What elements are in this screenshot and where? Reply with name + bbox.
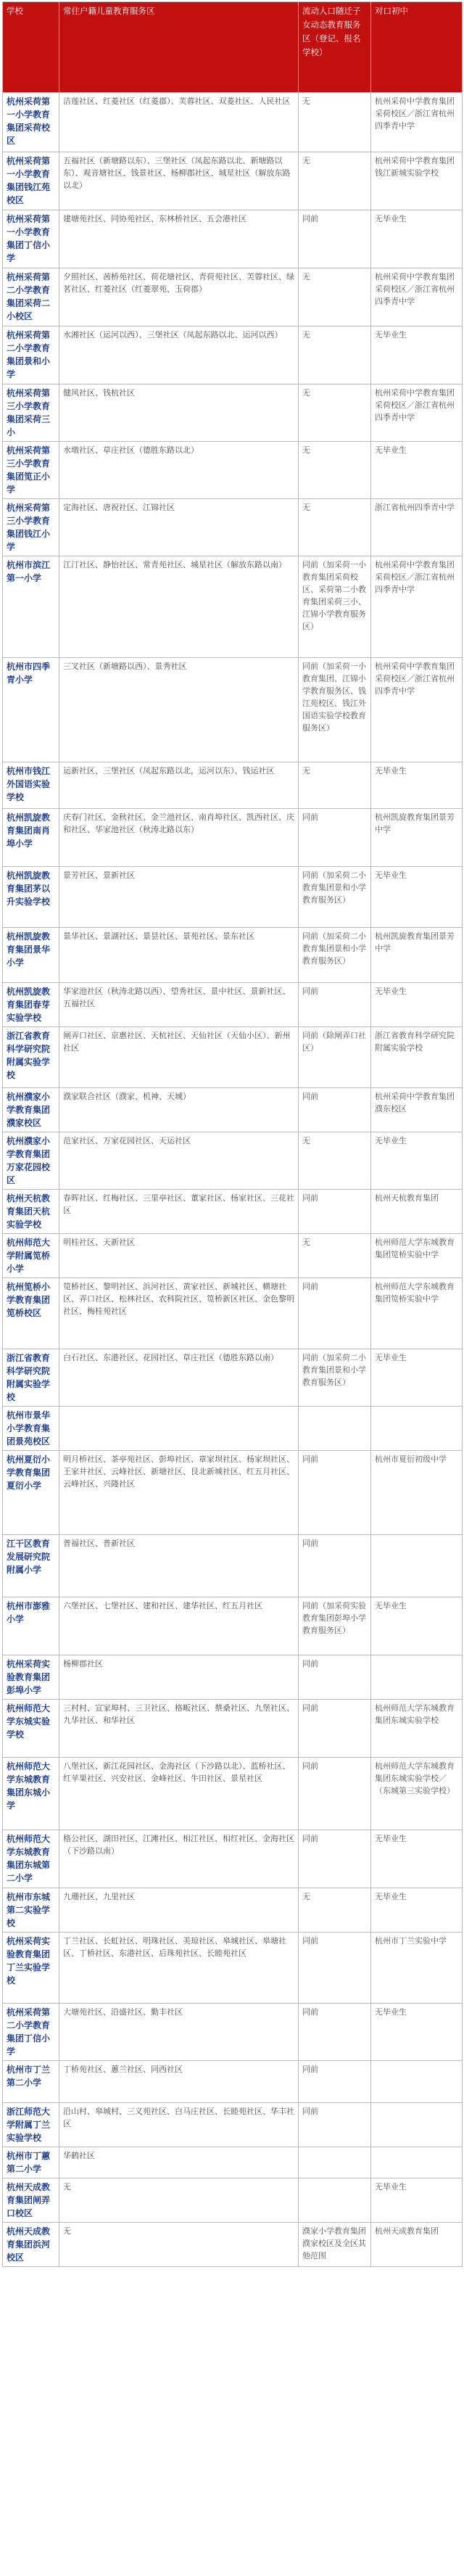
table-row — [3, 1655, 463, 1700]
middle-school-cell: 无毕业生 — [371, 762, 463, 809]
header-middle-school: 对口初中 — [371, 2, 463, 93]
middle-school-cell: 杭州天成教育集团 — [371, 2223, 463, 2267]
school-name-cell: 杭州采荷第二小学教育集团采荷二小校区 — [3, 268, 59, 326]
middle-school-cell: 无毕业生 — [371, 1349, 463, 1407]
service-area-cell: 水墩社区、草庄社区（德胜东路以北） — [59, 442, 299, 499]
table-row — [3, 867, 463, 928]
school-name-cell: 杭州濮家小学教育集团濮家校区 — [3, 1088, 59, 1132]
table-row — [3, 762, 463, 809]
middle-school-cell: 浙江省杭州四季青中学 — [371, 499, 463, 556]
migrant-area-cell: 同前 — [299, 1700, 371, 1758]
migrant-area-cell: 同前 — [299, 1830, 371, 1888]
school-name-cell: 浙江省教育科学研究院附属实验学校 — [3, 1349, 59, 1407]
school-name-cell: 杭州采荷第一小学教育集团丁信小学 — [3, 210, 59, 268]
migrant-area-cell: 同前（加采荷实验教育集团彭埠小学教育服务区） — [299, 1597, 371, 1655]
school-name-cell: 杭州采荷第一小学教育集团钱江苑校区 — [3, 152, 59, 210]
service-area-cell: 丁兰社区、长虹社区、明珠社区、美琼社区、皋城社区、皋塘社区、丁桥社区、东港社区、后珠苑社区、长睦苑社区 — [59, 1933, 299, 2004]
table-row — [3, 93, 463, 152]
table-body — [3, 93, 463, 2267]
service-area-cell: 白石社区、东港社区、花园社区、草庄社区（德胜东路以南） — [59, 1349, 299, 1407]
school-name-cell: 杭州凯旋教育集团春芽实验学校 — [3, 983, 59, 1027]
service-area-cell: 景华社区、景湖社区、景昙社区、景苑社区、景东社区 — [59, 928, 299, 983]
table-row — [3, 809, 463, 867]
table-row — [3, 1278, 463, 1349]
middle-school-cell: 无毕业生 — [371, 442, 463, 499]
migrant-area-cell: 同前（加采荷二小教育集团景和小学教育服务区） — [299, 1349, 371, 1407]
migrant-area-cell: 同前 — [299, 1278, 371, 1349]
migrant-area-cell: 无 — [299, 442, 371, 499]
migrant-area-cell: 同前（加采荷二小教育集团景和小学教育服务区） — [299, 928, 371, 983]
middle-school-cell: 浙江省教育科学研究院附属实验学校 — [371, 1027, 463, 1088]
middle-school-cell: 无毕业生 — [371, 867, 463, 928]
service-area-cell: 闸弄口社区、京惠社区、天杭社区、天仙社区（天仙小区）、新州社区 — [59, 1027, 299, 1088]
service-area-cell: 健风社区、钱杭社区 — [59, 384, 299, 442]
table-header — [3, 2, 463, 93]
migrant-area-cell: 同前 — [299, 1451, 371, 1535]
table-row — [3, 1234, 463, 1278]
middle-school-cell: 无毕业生 — [371, 326, 463, 384]
table-row — [3, 1190, 463, 1234]
table-row — [3, 1535, 463, 1597]
migrant-area-cell: 同前 — [299, 210, 371, 268]
table-row — [3, 1407, 463, 1451]
school-name-cell: 浙江师范大学附属丁兰实验学校 — [3, 2103, 59, 2147]
middle-school-cell: 杭州采荷中学教育集团采荷校区／浙江省杭州四季青中学 — [371, 384, 463, 442]
school-name-cell: 杭州采荷第一小学教育集团采荷校区 — [3, 93, 59, 152]
school-name-cell: 杭州采荷第三小学教育集团钱江小学 — [3, 499, 59, 556]
middle-school-cell — [371, 1407, 463, 1451]
migrant-area-cell — [299, 2178, 371, 2223]
service-area-cell: 水湘社区（运河以西）、三堡社区（凤起东路以北、运河以西） — [59, 326, 299, 384]
middle-school-cell: 杭州凯旋教育集团景芳中学 — [371, 928, 463, 983]
migrant-area-cell: 无 — [299, 93, 371, 152]
school-name-cell: 杭州市丁兰第二小学 — [3, 2061, 59, 2103]
service-area-cell: 杨柳郡社区 — [59, 1655, 299, 1700]
table-row — [3, 1088, 463, 1132]
middle-school-cell: 杭州师范大学东城教育集团东城实验学校 — [371, 1700, 463, 1758]
migrant-area-cell: 同前（除闸弄口社区） — [299, 1027, 371, 1088]
school-name-cell: 杭州采荷第三小学教育集团笕正小学 — [3, 442, 59, 499]
service-area-cell: 洁莲社区、红菱社区（红菱郡）、芙蓉社区、双菱社区、人民社区 — [59, 93, 299, 152]
school-name-cell: 浙江省教育科学研究院附属实验学校 — [3, 1027, 59, 1088]
service-area-cell: 景芳社区、景新社区 — [59, 867, 299, 928]
middle-school-cell: 杭州师范大学东城教育集团笕桥实验中学 — [371, 1278, 463, 1349]
service-area-cell: 范家社区、万家花园社区、天运社区 — [59, 1132, 299, 1190]
table-row — [3, 928, 463, 983]
middle-school-cell: 无毕业生 — [371, 1888, 463, 1933]
school-name-cell: 杭州天成教育集团闸弄口校区 — [3, 2178, 59, 2223]
service-area-cell: 无 — [59, 2178, 299, 2223]
migrant-area-cell: 濮家小学教育集团濮家校区及全区其他范围 — [299, 2223, 371, 2267]
school-district-table — [2, 1, 463, 2267]
school-name-cell: 杭州凯旋教育集团茅以升实验学校 — [3, 867, 59, 928]
service-area-cell: 运新社区、三堡社区（凤起东路以北，运河以东）、钱运社区 — [59, 762, 299, 809]
school-name-cell: 杭州市滨江第一小学 — [3, 556, 59, 658]
service-area-cell: 三叉社区（新塘路以西）、景秀社区 — [59, 658, 299, 762]
middle-school-cell: 无毕业生 — [371, 983, 463, 1027]
table-row — [3, 1597, 463, 1655]
migrant-area-cell: 同前 — [299, 1535, 371, 1597]
migrant-area-cell: 同前 — [299, 1190, 371, 1234]
school-name-cell: 杭州采荷实验教育集团丁兰实验学校 — [3, 1933, 59, 2004]
service-area-cell: 无 — [59, 2223, 299, 2267]
service-area-cell: 五福社区（新塘路以东）、三堡社区（凤起东路以北、新塘路以东）、观音塘社区、钱景社区、杨柳郡社区、城星社区（解放东路以北） — [59, 152, 299, 210]
middle-school-cell: 无毕业生 — [371, 1830, 463, 1888]
migrant-area-cell: 无 — [299, 1132, 371, 1190]
table-row — [3, 1027, 463, 1088]
middle-school-cell: 杭州天杭教育集团 — [371, 1190, 463, 1234]
middle-school-cell — [371, 2103, 463, 2147]
service-area-cell: 庆春门社区、金秋社区、金兰池社区、南肖埠社区、凯西社区、庆和社区、华家池社区（秋涛北路以东） — [59, 809, 299, 867]
school-name-cell: 杭州天杭教育集团天杭实验学校 — [3, 1190, 59, 1234]
table-row — [3, 2004, 463, 2061]
table-row — [3, 1933, 463, 2004]
migrant-area-cell: 同前 — [299, 2061, 371, 2103]
school-name-cell: 杭州采荷第二小学教育集团丁信小学 — [3, 2004, 59, 2061]
table-row — [3, 326, 463, 384]
migrant-area-cell: 同前 — [299, 1655, 371, 1700]
migrant-area-cell: 无 — [299, 326, 371, 384]
school-name-cell: 杭州市钱江外国语实验学校 — [3, 762, 59, 809]
migrant-area-cell: 无 — [299, 1234, 371, 1278]
middle-school-cell: 杭州师范大学东城教育集团东城实验学校／（东城第三实验学校） — [371, 1758, 463, 1830]
service-area-cell: 濮家联合社区（濮家、机神、天城） — [59, 1088, 299, 1132]
migrant-area-cell: 同前 — [299, 1088, 371, 1132]
middle-school-cell: 杭州采荷中学教育集团钱江新城实验学校 — [371, 152, 463, 210]
middle-school-cell — [371, 1655, 463, 1700]
table-row — [3, 499, 463, 556]
table-row — [3, 1132, 463, 1190]
middle-school-cell: 杭州师范大学东城教育集团笕桥实验中学 — [371, 1234, 463, 1278]
table-row — [3, 152, 463, 210]
school-name-cell: 杭州市景华小学教育集团景苑校区 — [3, 1407, 59, 1451]
service-area-cell: 大塘苑社区、沿盛社区、勤丰社区 — [59, 2004, 299, 2061]
header-migrant-area: 流动人口随迁子女动态教育服务区（登记、报名学校） — [299, 2, 371, 93]
service-area-cell: 华鹤社区 — [59, 2147, 299, 2178]
migrant-area-cell: 同前 — [299, 1933, 371, 2004]
migrant-area-cell: 同前 — [299, 2004, 371, 2061]
document-page — [2, 1, 462, 2267]
service-area-cell: 笕桥社区、黎明社区、浜河社区、黄家社区、新城社区、横塘社区、弄口社区、松林社区、农科院社区、笕桥新区社区、金色黎明社区、梅桂苑社区 — [59, 1278, 299, 1349]
middle-school-cell: 无毕业生 — [371, 210, 463, 268]
migrant-area-cell: 无 — [299, 152, 371, 210]
service-area-cell: 夕照社区、茜桥苑社区、荷花塘社区、青荷苑社区、芙蓉社区、绿茗社区、红菱社区（红菱翠苑、玉荷郡） — [59, 268, 299, 326]
service-area-cell: 建塘苑社区、同协苑社区、东林桥社区、五会港社区 — [59, 210, 299, 268]
middle-school-cell: 无毕业生 — [371, 1597, 463, 1655]
service-area-cell: 明桂社区、天新社区 — [59, 1234, 299, 1278]
migrant-area-cell: 同前 — [299, 2103, 371, 2147]
school-name-cell: 杭州采荷实验教育集团彭埠小学 — [3, 1655, 59, 1700]
service-area-cell: 九珊社区、九里社区 — [59, 1888, 299, 1933]
school-name-cell: 杭州凯旋教育集团南肖埠小学 — [3, 809, 59, 867]
middle-school-cell: 杭州采荷中学教育集团采荷校区／浙江省杭州四季青中学 — [371, 268, 463, 326]
service-area-cell: 春晖社区、红梅社区、三里亭社区、董家社区、杨家社区、三花社区 — [59, 1190, 299, 1234]
table-row — [3, 210, 463, 268]
school-name-cell: 杭州濮家小学教育集团万家花园校区 — [3, 1132, 59, 1190]
middle-school-cell: 杭州凯旋教育集团景芳中学 — [371, 809, 463, 867]
service-area-cell: 格公社区、湖田社区、江滩社区、相江社区、相红社区、金海社区（下沙路以南） — [59, 1830, 299, 1888]
middle-school-cell: 杭州采荷中学教育集团采荷校区／浙江省杭州四季青中学 — [371, 556, 463, 658]
middle-school-cell — [371, 2147, 463, 2178]
school-name-cell: 杭州师范大学附属笕桥小学 — [3, 1234, 59, 1278]
school-name-cell: 杭州师范大学东城实验学校 — [3, 1700, 59, 1758]
middle-school-cell: 杭州市丁兰实验中学 — [371, 1933, 463, 2004]
middle-school-cell — [371, 2061, 463, 2103]
middle-school-cell — [371, 1535, 463, 1597]
migrant-area-cell: 无 — [299, 499, 371, 556]
service-area-cell: 八堡社区、新江花园社区、金海社区（下沙路以北）、蓝桥社区、红苹果社区、兴安社区、金峰社区、牛田社区、景星社区 — [59, 1758, 299, 1830]
school-name-cell: 杭州夏衍小学教育集团夏衍小学 — [3, 1451, 59, 1535]
service-area-cell: 沿山村、皋城村、三义苑社区、白马庄社区、长睦苑社区、华丰社区 — [59, 2103, 299, 2147]
service-area-cell: 六堡社区、七堡社区、建和社区、建华社区、红五月社区 — [59, 1597, 299, 1655]
service-area-cell: 华家池社区（秋涛北路以西）、望秀社区、景中社区、景新社区、五福社区 — [59, 983, 299, 1027]
service-area-cell: 定海社区、唐祝社区、江锦社区 — [59, 499, 299, 556]
service-area-cell: 丁桥苑社区、蕙兰社区、同西社区 — [59, 2061, 299, 2103]
school-name-cell: 杭州市丁蕙第二小学 — [3, 2147, 59, 2178]
table-row — [3, 268, 463, 326]
school-name-cell: 杭州采荷第三小学教育集团采荷三小 — [3, 384, 59, 442]
school-name-cell: 杭州师范大学东城教育集团东城小学 — [3, 1758, 59, 1830]
school-name-cell: 杭州凯旋教育集团景华小学 — [3, 928, 59, 983]
table-row — [3, 2061, 463, 2103]
table-row — [3, 442, 463, 499]
table-row — [3, 2103, 463, 2147]
middle-school-cell: 无毕业生 — [371, 2004, 463, 2061]
table-row — [3, 1700, 463, 1758]
table-row — [3, 1758, 463, 1830]
middle-school-cell: 杭州市夏衍初级中学 — [371, 1451, 463, 1535]
table-row — [3, 1830, 463, 1888]
school-name-cell: 杭州市澎雅小学 — [3, 1597, 59, 1655]
table-row — [3, 1888, 463, 1933]
school-name-cell: 江干区教育发展研究院附属小学 — [3, 1535, 59, 1597]
migrant-area-cell — [299, 1407, 371, 1451]
school-name-cell: 杭州市四季青小学 — [3, 658, 59, 762]
migrant-area-cell: 同前 — [299, 1758, 371, 1830]
middle-school-cell: 无毕业生 — [371, 2178, 463, 2223]
migrant-area-cell: 同前（加采荷一小教育集团采荷校区、采荷第二小教育集团采荷三小、江锦小学教育服务区） — [299, 556, 371, 658]
table-row — [3, 1349, 463, 1407]
table-row — [3, 556, 463, 658]
school-name-cell: 杭州师范大学东城教育集团东城第二小学 — [3, 1830, 59, 1888]
table-row — [3, 1451, 463, 1535]
migrant-area-cell — [299, 2147, 371, 2178]
table-row — [3, 2223, 463, 2267]
header-row — [3, 2, 463, 93]
header-school: 学校 — [3, 2, 59, 93]
middle-school-cell: 杭州采荷中学教育集团濮东校区 — [371, 1088, 463, 1132]
migrant-area-cell: 无 — [299, 268, 371, 326]
service-area-cell — [59, 1407, 299, 1451]
service-area-cell: 江汀社区、静怡社区、常青苑社区、城星社区（解放东路以南） — [59, 556, 299, 658]
migrant-area-cell: 无 — [299, 384, 371, 442]
migrant-area-cell: 同前 — [299, 809, 371, 867]
school-name-cell: 杭州采荷第二小学教育集团景和小学 — [3, 326, 59, 384]
migrant-area-cell: 无 — [299, 762, 371, 809]
table-row — [3, 2178, 463, 2223]
table-row — [3, 983, 463, 1027]
table-row — [3, 2147, 463, 2178]
middle-school-cell: 无毕业生 — [371, 1132, 463, 1190]
migrant-area-cell: 无 — [299, 1888, 371, 1933]
middle-school-cell: 杭州采荷中学教育集团采荷校区／浙江省杭州四季青中学 — [371, 658, 463, 762]
table-row — [3, 658, 463, 762]
school-name-cell: 杭州市东城第二实验学校 — [3, 1888, 59, 1933]
migrant-area-cell: 同前（加采荷二小教育集团景和小学教育服务区） — [299, 867, 371, 928]
header-service-area: 常住户籍儿童教育服务区 — [59, 2, 299, 93]
migrant-area-cell: 同前（加采荷一小教育集团、江锦小学教育服务区、钱江苑校区、钱江外国语实验学校教育服务区） — [299, 658, 371, 762]
service-area-cell: 明月桥社区、茶亭苑社区、彭埠社区、章家坝社区、杨家坝社区、王家井社区、云峰社区、新塘社区、艮北新城社区、红五月社区、云峰社区、兴隆社区 — [59, 1451, 299, 1535]
migrant-area-cell: 同前 — [299, 983, 371, 1027]
middle-school-cell: 杭州采荷中学教育集团采荷校区／浙江省杭州四季青中学 — [371, 93, 463, 152]
service-area-cell: 普福社区、普新社区 — [59, 1535, 299, 1597]
school-name-cell: 杭州天成教育集团浜河校区 — [3, 2223, 59, 2267]
service-area-cell: 三村村、宣家埠村、三卫社区、格畈社区、蔡桑社区、九堡社区、九华社区、和华社区 — [59, 1700, 299, 1758]
table-row — [3, 384, 463, 442]
school-name-cell: 杭州笕桥小学教育集团笕桥校区 — [3, 1278, 59, 1349]
